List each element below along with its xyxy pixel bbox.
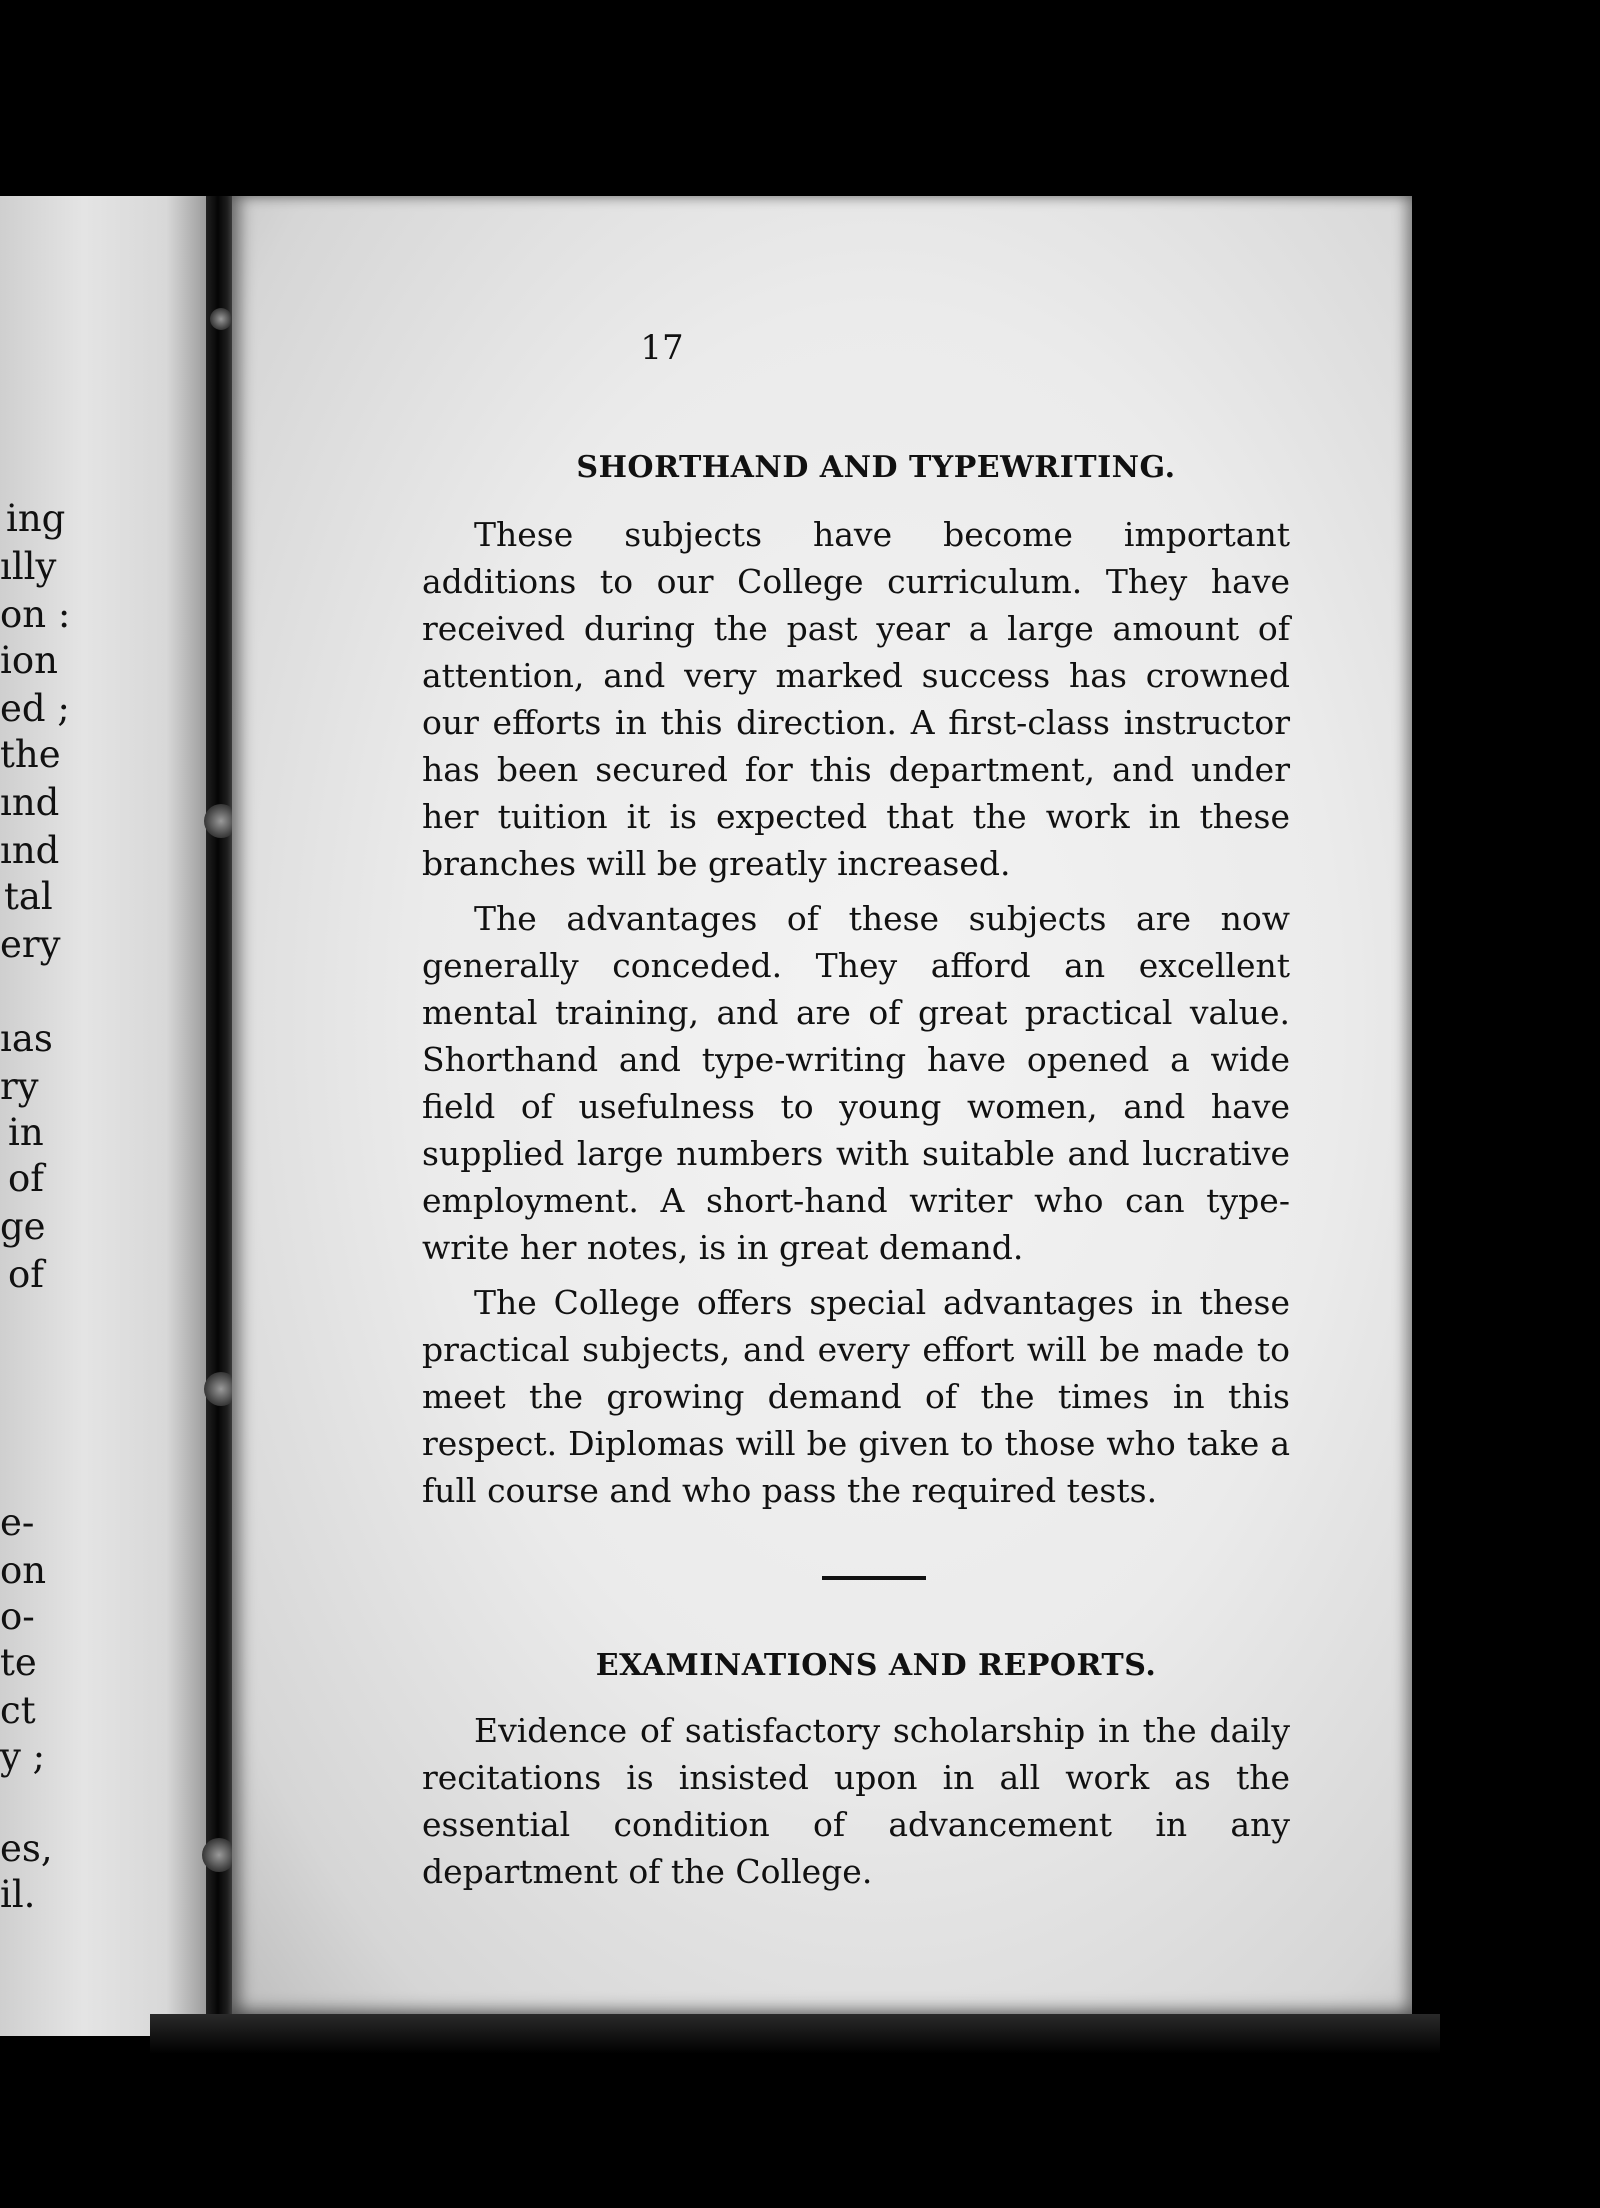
section-heading: EXAMINATIONS AND REPORTS. [595,1648,1157,1683]
left-fragment: y ; [0,1735,46,1778]
left-fragment: on [0,1549,47,1592]
left-fragment: ct [0,1689,36,1732]
left-fragment: of [8,1253,44,1296]
left-fragment: on : [0,593,71,636]
left-fragment: e- [0,1501,35,1544]
book-page [232,196,1412,2016]
paragraph: The advantages of these subjects are now generally conceded. They afford an excellent mental training, and are of great practical value. Shorthand and type-writing have opened a wide field of usefulness to young women, and have supplied large numbers with suitable and lucrative employment. A short-hand writer who can type-write her notes, is in great demand. [422,899,1290,1267]
binding-stitch [202,1838,236,1872]
left-fragment: ing [6,497,66,540]
left-fragment: ry [0,1065,39,1108]
left-page-text-fragments [0,196,208,2036]
section-divider [822,1576,926,1580]
left-fragment: of [8,1157,44,1200]
left-fragment: ınd [0,781,60,824]
left-fragment: te [0,1641,37,1684]
left-fragment: tal [4,875,53,918]
page-content [422,450,1290,1895]
left-fragment: ge [0,1205,46,1248]
left-fragment: the [0,733,61,776]
paragraph: These subjects have become important additions to our College curriculum. They have received during the past year a large amount of attention, and very marked success has crowned our efforts in this direction. A first-class instructor has been secured for this department, and under her tuition it is expected that the work in these branches will be greatly increased. [422,515,1290,883]
page-number: 17 [640,328,684,368]
binding-stitch [210,308,232,330]
left-fragment: il. [0,1873,36,1916]
section-heading: SHORTHAND AND TYPEWRITING. [576,450,1176,485]
left-page-edge [0,196,208,2036]
left-fragment: ınd [0,829,60,872]
left-fragment: ılly [0,545,57,588]
left-fragment: o- [0,1595,35,1638]
left-fragment: es, [0,1827,53,1870]
paragraph: The College offers special advantages in these practical subjects, and every effort will be made to meet the growing demand of the times in this respect. Diplomas will be given to those who take a full course and who pass the required tests. [422,1283,1290,1510]
paragraph: Evidence of satisfactory scholarship in the daily recitations is insisted upon in all work as the essential condition of advancement in any department of the College. [422,1711,1290,1891]
left-fragment: ion [0,639,58,682]
left-fragment: ed ; [0,687,70,730]
left-fragment: in [8,1111,44,1154]
left-fragment: ıas [0,1017,53,1060]
left-fragment: ery [0,923,61,966]
page-bottom-shadow [150,2014,1440,2054]
